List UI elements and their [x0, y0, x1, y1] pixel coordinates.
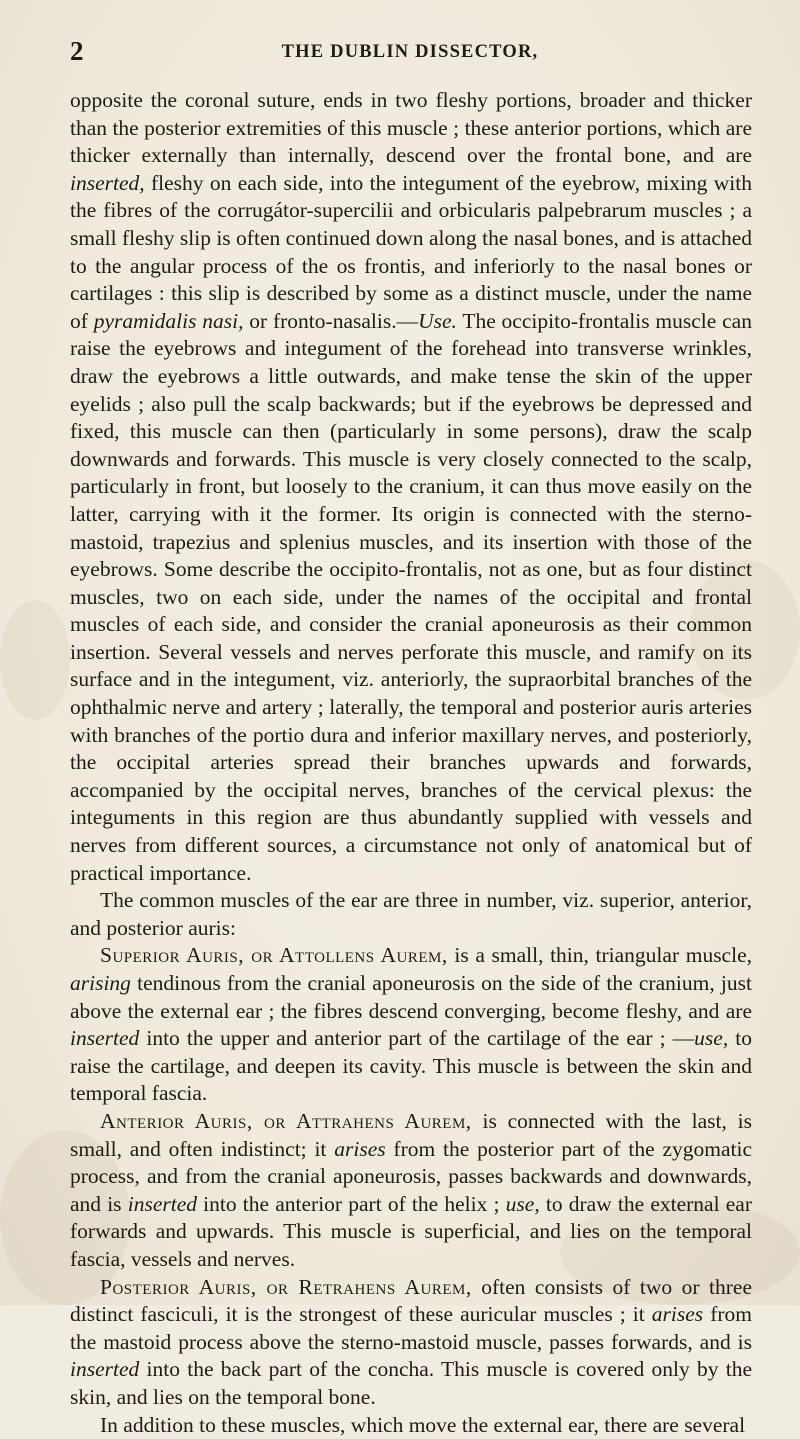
text-run: from the mastoid process above the sterno-mastoid muscle, passes forwards, and is [70, 1302, 752, 1354]
body-text [70, 87, 752, 1439]
paragraph [70, 1108, 752, 1274]
text-run: In addition to these muscles, which move the external ear, there are several [100, 1413, 745, 1437]
text-run: opposite the coronal suture, ends in two fleshy portions, broader and thicker than the posterior extremities of this muscle ; these anterior portions, which are thicker externally than internally, descend over the frontal bone, and are [70, 88, 752, 167]
page-header [70, 36, 750, 66]
text-run: is connected with the last, is small, and often indistinct; it [70, 1109, 752, 1161]
italic-term: Use. [418, 309, 457, 333]
muscle-name: Anterior Auris, or Attrahens Aurem, [100, 1109, 472, 1133]
text-run: often consists of two or three distinct fasciculi, it is the strongest of these auricular muscles ; it [70, 1275, 752, 1327]
text-run: into the upper and anterior part of the cartilage of the ear ; — [139, 1026, 694, 1050]
italic-term: inserted [70, 1026, 139, 1050]
text-run: or fronto-nasalis.— [243, 309, 418, 333]
italic-term: arising [70, 971, 131, 995]
italic-term: pyramidalis nasi, [94, 309, 244, 333]
text-run: tendinous from the cranial aponeurosis on the side of the cranium, just above the external ear ; the fibres descend converging, become fleshy, and are [70, 971, 752, 1023]
page-number: 2 [70, 36, 84, 67]
paragraph [70, 1412, 752, 1439]
running-title: THE DUBLIN DISSECTOR, [70, 42, 750, 63]
text-run: to raise the cartilage, and deepen its cavity. This muscle is between the skin and temporal fascia. [70, 1026, 752, 1105]
text-run: into the back part of the concha. This muscle is covered only by the skin, and lies on the temporal bone. [70, 1357, 752, 1409]
muscle-name: Superior Auris, or Attollens Aurem, [100, 943, 448, 967]
paper-stain [0, 600, 70, 720]
italic-term: inserted [128, 1192, 197, 1216]
text-run: is a small, thin, triangular muscle, [448, 943, 752, 967]
italic-term: inserted, [70, 171, 145, 195]
text-run: The occipito-frontalis muscle can raise the eyebrows and integument of the forehead into transverse wrinkles, draw the eyebrows a little outwards, and make tense the skin of the upper eyelids ; also pull the scalp backwards; but if the eyebrows be depressed and fixed, this muscle can then (particularly in some persons), draw the scalp downwards and forwards. This muscle is very closely connected to the scalp, particularly in front, but loosely to the cranium, it can thus move easily on the latter, carrying with it the former. Its origin is connected with the sterno-mastoid, trapezius and splenius muscles, and its insertion with those of the eyebrows. Some describe the occipito-frontalis, not as one, but as four distinct muscles, two on each side, under the names of the occipital and frontal muscles of each side, and consider the cranial aponeurosis as their common insertion. Several vessels and nerves perforate this muscle, and ramify on its surface and in the integument, viz. anteriorly, the supraorbital branches of the ophthalmic nerve and artery ; laterally, the temporal and posterior auris arteries with branches of the portio dura and inferior maxillary nerves, and posteriorly, the occipital arteries spread their branches upwards and forwards, accompanied by the occipital nerves, branches of the cervical plexus: the integuments in this region are thus abundantly supplied with vessels and nerves from different sources, a circumstance not only of anatomical but of practical importance. [70, 309, 752, 885]
italic-term: arises [334, 1137, 385, 1161]
text-run: fleshy on each side, into the integument of the eyebrow, mixing with the fibres of the corrugátor-supercilii and orbicularis palpebrarum muscles ; a small fleshy slip is often continued down along the nasal bones, and is attached to the angular process of the os frontis, and inferiorly to the nasal bones or cartilages : this slip is described by some as a distinct muscle, under the name of [70, 171, 752, 333]
paragraph [70, 887, 752, 942]
text-run: into the anterior part of the helix ; [197, 1192, 506, 1216]
italic-term: use, [694, 1026, 728, 1050]
paragraph [70, 942, 752, 1108]
muscle-name: Posterior Auris, or Retrahens Aurem, [100, 1275, 472, 1299]
text-run: to draw the external ear forwards and upwards. This muscle is superficial, and lies on the temporal fascia, vessels and nerves. [70, 1192, 752, 1271]
italic-term: use, [506, 1192, 540, 1216]
italic-term: arises [652, 1302, 703, 1326]
text-run: The common muscles of the ear are three in number, viz. superior, anterior, and posterior auris: [70, 888, 752, 940]
paragraph [70, 1274, 752, 1412]
italic-term: inserted [70, 1357, 139, 1381]
paragraph [70, 87, 752, 887]
text-run: from the posterior part of the zygomatic process, and from the cranial aponeurosis, passes backwards and downwards, and is [70, 1137, 752, 1216]
